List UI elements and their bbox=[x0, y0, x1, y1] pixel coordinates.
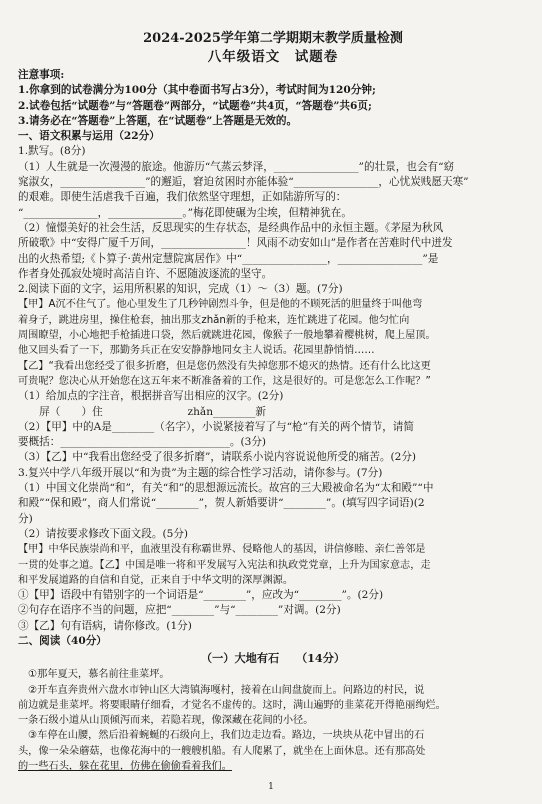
exam-page bbox=[18, 30, 528, 774]
text-line: ③车停在山腰，然后沿着蜿蜒的石级向上，我们边走边看。路边，一块块从花中冒出的石 bbox=[28, 730, 425, 742]
text-line: 3.请务必在“答题卷”上答题，在“试题卷”上答题是无效的。 bbox=[18, 114, 298, 127]
text-line: 和平发展道路的自信和自觉，正来自于中华文明的深厚渊源。 bbox=[18, 574, 294, 586]
text-line: 和殿”“保和殿”，商人们常说“________”，贺人新婚要讲“________”。(填写四字词语)(2 bbox=[18, 497, 425, 510]
text-line: 分) bbox=[18, 512, 33, 525]
text-line: 的艰难。即使生活虐我千百遍，我们依然坚守理想，正如陆游所写的： bbox=[18, 191, 347, 204]
text-line: ②句存在语序不当的问题，应把“________”与“________”对调。(2分) bbox=[18, 604, 341, 617]
text-line: 二、阅读（40分） bbox=[18, 634, 107, 647]
text-line: 前边就是韭菜坪。将要眼睛仔细看，才觉名不虚传的。这时，满山遍野的韭菜花开得艳丽绚烂。 bbox=[18, 699, 446, 711]
text-line: 【乙】“我看出您经受了很多折磨，但是您仍然没有失掉您那不熄灭的热情。还有什么比这更 bbox=[18, 360, 431, 372]
text-line: 一条石级小道从山顶倾泻而来，若隐若现，像深藏在花间的小径。 bbox=[18, 715, 314, 727]
text-line: 窕淑女，________________”的邂逅，窘迫贫困时亦能体验“________________，心忧炭贱愿天寒” bbox=[18, 176, 469, 189]
text-line: ③【乙】句有语病，请你修改。(1分) bbox=[18, 619, 192, 632]
text-line: 1.你拿到的试卷满分为100分（其中卷面书写占3分），考试时间为120分钟; bbox=[18, 84, 376, 97]
text-line: 一、语文积累与运用（22分） bbox=[18, 130, 160, 143]
text-line: （2）请按要求修改下面文段。(5分) bbox=[18, 527, 189, 540]
text-line: 他又回头看了一下，那勤务兵正在安安静静地同女主人说话。花园里静悄悄…… bbox=[18, 345, 375, 357]
text-line: 可贵呢？您决心从开始您在这五年来不断准备着的工作，这是很好的。可是您怎么工作呢？” bbox=[18, 375, 431, 387]
text-line: 【甲】A沉不住气了。他心里发生了几秒钟剧烈斗争，但是他的不顾死活的胆量终于叫他弯 bbox=[18, 299, 423, 311]
text-line: 2.阅读下面的文字，运用所积累的知识，完成（1）～（3）题。(7分) bbox=[18, 283, 343, 296]
text-line: （3）【乙】中“我看出您经受了很多折磨”，请联系小说内容说说他所受的痛苦。(2分) bbox=[18, 451, 417, 464]
text-line: 屏（ ）住 zhǎn________新 bbox=[18, 405, 267, 418]
text-line: 作者身处孤寂处境时高洁自许、不愿随波逐流的坚守。 bbox=[18, 267, 273, 280]
text-line: “______________，______________。”梅花即使碾为尘埃，但精神犹在。 bbox=[18, 206, 352, 219]
text-line: 出的火热希望;《卜算子·黄州定慧院寓居作》中“________________，________________”是 bbox=[18, 252, 439, 265]
text-line: （1）中国文化崇尚“和”，有关“和”的思想源远流长。故宫的三大殿被命名为“太和殿”“中 bbox=[18, 482, 434, 495]
text-line: 注意事项: bbox=[18, 69, 65, 81]
text-line: 3.复兴中学八年级开展以“和为贵”为主题的综合性学习活动，请你参与。(7分) bbox=[18, 466, 383, 479]
text-line: 周围瞭望，小心地把手枪插进口袋，然后就跳进花园，像猴子一般地攀着樱桃树，爬上屋顶。 bbox=[18, 330, 436, 342]
text-line: 【甲】中华民族崇尚和平，血液里没有称霸世界、侵略他人的基因，讲信修睦、亲仁善邻是 bbox=[18, 544, 426, 556]
text-line: 着身子，跳进房里，操住枪套，抽出那支zhǎn新的手枪来，连忙跳进了花园。他匀忙向 bbox=[18, 314, 410, 326]
text-line: ①那年夏天，慕名前往韭菜坪。 bbox=[28, 669, 170, 681]
page-number: 1 bbox=[268, 782, 274, 792]
text-line: （2）【甲】中的A是________（名字），小说紧接着写了与“枪”有关的两个情节，请简 bbox=[18, 420, 414, 433]
exam-body bbox=[18, 68, 528, 774]
text-line: （1）人生就是一次漫漫的旅途。他游历“气蒸云梦泽，________________”的壮景，也会有“窈 bbox=[18, 160, 455, 173]
text-line: 2.试卷包括“试题卷”与“答题卷”两部分，“试题卷”共4页，“答题卷”共6页; bbox=[18, 99, 372, 112]
text-line: ②开车直奔贵州六盘水市钟山区大湾镇海嘎村，接着在山间盘旋而上。问路边的村民，说 bbox=[28, 684, 425, 696]
text-line: （1）给加点的字注音，根据拼音写出相应的汉字。(2分) bbox=[18, 390, 284, 403]
text-line: 头，像一朵朵蘑菇，也像花海中的一艘艘机船。有人爬累了，就坐在上面休息。还有那高处 bbox=[18, 745, 426, 757]
text-line: 的一些石头，躲在花里，仿佛在偷偷看着我们。 bbox=[18, 761, 232, 773]
text-line: 要概括：________________________________。(3分) bbox=[18, 436, 267, 449]
text-line: 一贯的处事之道。【乙】中国是唯一将和平发展写入宪法和执政党党章，上升为国家意志，走 bbox=[18, 559, 431, 571]
text-line: （一）大地有石 （14分） bbox=[200, 651, 346, 666]
text-line: ①【甲】语段中有错别字的一个词语是“________”，应改为“________”。(2分) bbox=[18, 589, 384, 602]
exam-subtitle: 八年级语文 试题卷 bbox=[207, 49, 339, 65]
text-line: （2）憧憬美好的社会生活，反思现实的生存状态，是经典作品中的永恒主题。《茅屋为秋风 bbox=[18, 221, 444, 234]
exam-title: 2024-2025学年第二学期期末教学质量检测 bbox=[143, 31, 403, 46]
text-line: 1.默写。(8分) bbox=[18, 145, 86, 158]
text-line: 所破歌》中“安得广厦千万间，________________！风雨不动安如山”是作者在苦难时代中迸发 bbox=[18, 237, 453, 250]
